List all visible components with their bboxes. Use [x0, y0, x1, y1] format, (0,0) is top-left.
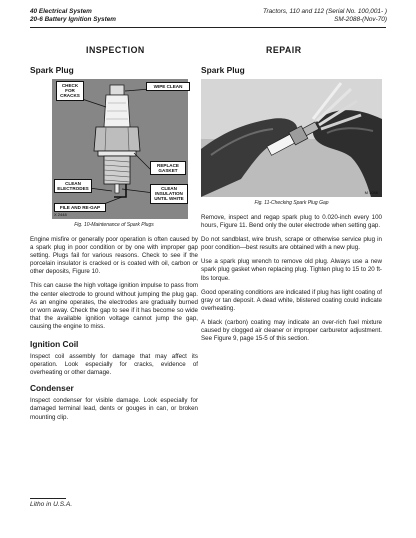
inspection-title: INSPECTION [86, 45, 145, 55]
paragraph: Do not sandblast, wire brush, scrape or otherwise service plug in poor condition—best results are obtained with a new plug. [201, 236, 382, 252]
footer-rule [30, 498, 66, 499]
callout-wipe-clean: WIPE CLEAN [146, 82, 190, 91]
header-left-top: 40 Electrical System [30, 8, 92, 15]
header-right [211, 8, 387, 24]
paragraph: Remove, inspect and regap spark plug to 0.020-inch every 100 hours, Figure 11. Bend only the outer electrode when setting gap. [201, 214, 382, 230]
header-right-top: Tractors, 110 and 112 (Serial No. 100,001- ) [263, 8, 387, 15]
paragraph: A black (carbon) coating may indicate an over-rich fuel mixture caused by clogged air cleaner or improper carburetor adjustment. See Figure 9, page 15-5 of this section. [201, 318, 382, 343]
callout-clean-electrodes: CLEAN ELECTRODES [54, 179, 92, 193]
paragraph: Use a spark plug wrench to remove old plug. Always use a new spark plug gasket when replacing plug. Tighten plug to 15 to 20 ft-lbs torque. [201, 258, 382, 282]
left-column [30, 65, 198, 428]
figure-11-ref: M 1046 [364, 190, 378, 195]
condenser-heading: Condenser [30, 383, 74, 394]
header-right-bottom: SM-2088-(Nov-70) [334, 16, 387, 23]
figure-10-ref: X 2448 [54, 212, 67, 217]
spark-plug-heading-right: Spark Plug [201, 65, 245, 75]
condenser-text: Inspect condenser for visible damage. Look especially for damaged terminal lead, dents or gouges in can, or broken mounting clip. [30, 397, 198, 421]
callout-file-regap: FILE AND RE-GAP [54, 203, 106, 212]
footer-litho: Litho in U.S.A. [30, 501, 73, 508]
ignition-coil-heading: Ignition Coil [30, 339, 79, 350]
callout-clean-insulation: CLEAN INSULATION UNTIL WHITE [150, 184, 188, 204]
paragraph: Good operating conditions are indicated if plug has light coating of gray or tan deposit. A dead white, blistered coating could indicate overheating. [201, 288, 382, 312]
header-rule [30, 27, 386, 28]
hands-gap-gauge-illustration [201, 79, 382, 197]
ignition-coil-text: Inspect coil assembly for damage that may affect its operation. Look especially for cracks, evidence of overheating or other damage. [30, 353, 198, 377]
gap-check-photo [201, 79, 382, 197]
figure-11-caption: Fig. 11-Checking Spark Plug Gap [254, 200, 329, 206]
header-left-bottom: 20-6 Battery Ignition System [30, 16, 116, 23]
figure-10-caption: Fig. 10-Maintenance of Spark Plugs [74, 222, 154, 228]
paragraph: Engine misfire or generally poor operation is often caused by a spark plug in poor condition or by one with improper gap setting. Plugs fail for various reasons. Check to see if the porcelain insulator is cracked or is coated with oil, carbon or other deposits, Figure 10. [30, 236, 198, 276]
callout-replace-gasket: REPLACE GASKET [150, 161, 186, 175]
paragraph: This can cause the high voltage ignition impulse to pass from the center electrode to ground without jumping the plug gap. As an engine operates, the electrodes are gradually burned or worn away. Check the gap to see if it has become so wide that the available ignition voltage cannot jump the gap, causing the engine to miss. [30, 282, 198, 330]
header-left [30, 8, 116, 24]
right-column [201, 65, 382, 349]
spark-plug-heading-left: Spark Plug [30, 65, 74, 75]
spark-plug-figure [52, 79, 188, 219]
repair-title: REPAIR [266, 45, 302, 55]
callout-check-cracks: CHECK FOR CRACKS [56, 81, 84, 101]
